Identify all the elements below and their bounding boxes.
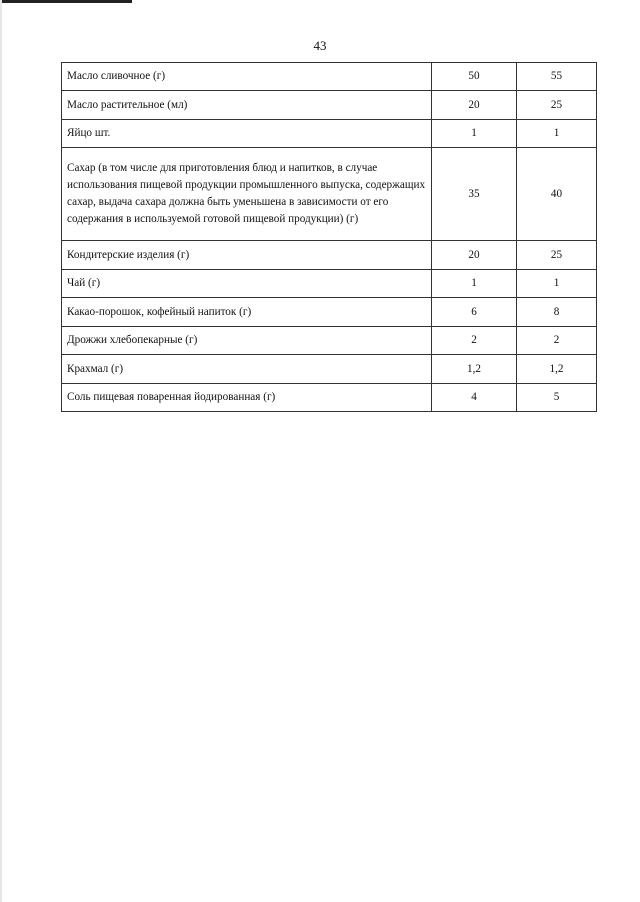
norm-value-cell: 20 bbox=[432, 241, 517, 270]
food-norms-table bbox=[61, 62, 597, 412]
norm-value-cell: 40 bbox=[517, 148, 597, 241]
norm-value-cell: 1 bbox=[432, 270, 517, 298]
product-name-cell: Кондитерские изделия (г) bbox=[62, 241, 432, 270]
norm-value-cell: 1 bbox=[517, 270, 597, 298]
product-name-cell: Крахмал (г) bbox=[62, 355, 432, 384]
norm-value-cell: 1,2 bbox=[517, 355, 597, 384]
norm-value-cell: 1 bbox=[517, 120, 597, 148]
norm-value-cell: 6 bbox=[432, 298, 517, 327]
table-row bbox=[62, 355, 597, 384]
product-name-cell: Сахар (в том числе для приготовления блюд и напитков, в случае использования пищевой продукции промышленного выпуска, содержащих сахар, выдача сахара должна быть уменьшена в зависимости от его содержания в используемой готовой пищевой продукции) (г) bbox=[62, 148, 432, 241]
norm-value-cell: 35 bbox=[432, 148, 517, 241]
product-name-cell: Яйцо шт. bbox=[62, 120, 432, 148]
scan-edge-shadow bbox=[0, 0, 2, 902]
product-name-cell: Дрожжи хлебопекарные (г) bbox=[62, 327, 432, 355]
table-row bbox=[62, 298, 597, 327]
table-row bbox=[62, 241, 597, 270]
product-name-cell: Какао-порошок, кофейный напиток (г) bbox=[62, 298, 432, 327]
norm-value-cell: 25 bbox=[517, 91, 597, 120]
table-row bbox=[62, 91, 597, 120]
norm-value-cell: 1,2 bbox=[432, 355, 517, 384]
norm-value-cell: 55 bbox=[517, 63, 597, 91]
page-number: 43 bbox=[313, 38, 327, 53]
norm-value-cell: 50 bbox=[432, 63, 517, 91]
norm-value-cell: 20 bbox=[432, 91, 517, 120]
norm-value-cell: 4 bbox=[432, 384, 517, 412]
product-name-cell: Соль пищевая поваренная йодированная (г) bbox=[62, 384, 432, 412]
scan-edge-mark bbox=[0, 0, 132, 3]
table-row bbox=[62, 120, 597, 148]
table-row bbox=[62, 270, 597, 298]
norm-value-cell: 25 bbox=[517, 241, 597, 270]
norm-value-cell: 1 bbox=[432, 120, 517, 148]
norm-value-cell: 5 bbox=[517, 384, 597, 412]
table-row bbox=[62, 384, 597, 412]
product-name-cell: Чай (г) bbox=[62, 270, 432, 298]
table-row bbox=[62, 148, 597, 241]
norm-value-cell: 8 bbox=[517, 298, 597, 327]
product-name-cell: Масло сливочное (г) bbox=[62, 63, 432, 91]
norm-value-cell: 2 bbox=[432, 327, 517, 355]
norm-value-cell: 2 bbox=[517, 327, 597, 355]
product-name-cell: Масло растительное (мл) bbox=[62, 91, 432, 120]
table-row bbox=[62, 327, 597, 355]
table-row bbox=[62, 63, 597, 91]
